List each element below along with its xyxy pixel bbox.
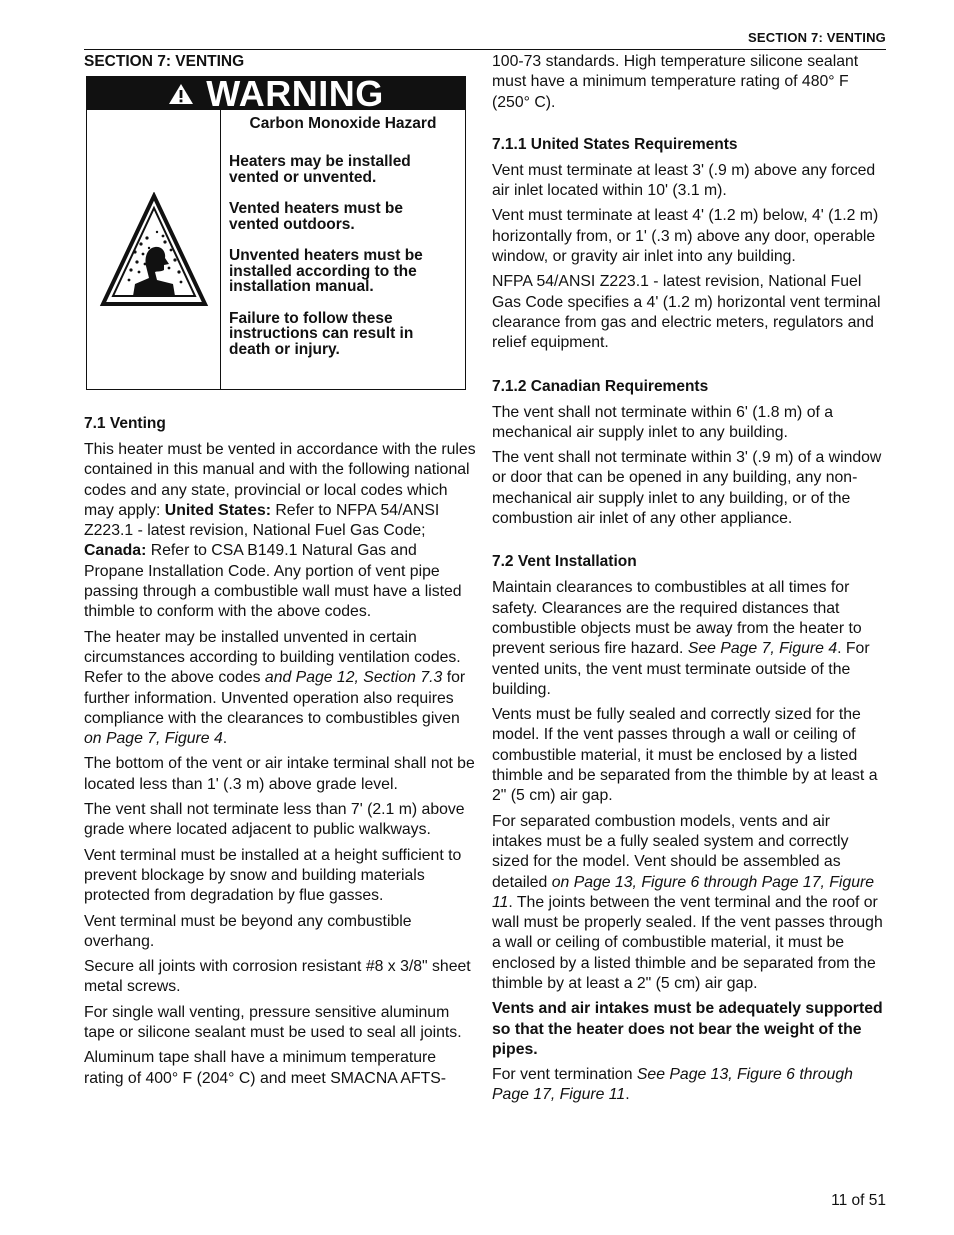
hazard-title: Carbon Monoxide Hazard <box>249 115 437 132</box>
spacer <box>492 359 884 377</box>
section-7-1-1-heading: 7.1.1 United States Requirements <box>492 135 738 153</box>
bold-label: Canada: <box>84 542 147 560</box>
paragraph: The vent shall not terminate within 6' (1.8 m) of a mechanical air supply inlet to any building. <box>492 403 834 441</box>
running-header: SECTION 7: VENTING <box>748 30 886 45</box>
paragraph <box>492 812 884 995</box>
warning-box <box>86 73 466 390</box>
spacer <box>492 534 884 552</box>
text-run: . <box>222 730 228 748</box>
warning-banner-text: WARNING <box>206 73 384 114</box>
paragraph: The vent shall not terminate within 3' (.9 m) of a window or door that can be opened in any building, any non-mechanical air supply inlet to any building, or of the combustion air inlet of any other appliance. <box>492 449 882 528</box>
warning-banner <box>87 73 465 114</box>
section-7-1-heading: 7.1 Venting <box>84 415 166 432</box>
cross-reference: See Page 13, Figure 6 through Page 17, Figure 11 <box>492 1066 853 1104</box>
text-run: Maintain clearances to combustibles at all times for safety. Clearances are the required distances that combustible objects must be away from the heater to prevent serious fire hazard. <box>492 579 862 658</box>
warning-line: Heaters may be installed vented or unvented. <box>229 153 411 186</box>
section-7-1-2-heading: 7.1.2 Canadian Requirements <box>492 377 709 395</box>
text-run: for further information. Unvented operation also requires compliance with the clearances to combustibles given <box>84 669 466 727</box>
right-column <box>492 52 884 1111</box>
carbon-monoxide-hazard-icon <box>99 192 209 308</box>
text-run: . For vented units, the vent must terminate outside of the building. <box>492 640 870 698</box>
section-title: SECTION 7: VENTING <box>84 53 245 70</box>
paragraph: The vent shall not terminate less than 7' (2.1 m) above grade where located adjacent to public walkways. <box>84 801 465 839</box>
paragraph-bold <box>492 999 884 1060</box>
cross-reference: on Page 13, Figure 6 through Page 17, Figure 11 <box>492 873 875 911</box>
left-column <box>84 414 476 1094</box>
warning-line: Failure to follow these instructions can result in death or injury. <box>229 309 414 358</box>
text-run: Refer to NFPA 54/ANSI Z223.1 - latest revision, National Fuel Gas Code; <box>84 501 440 540</box>
paragraph <box>84 440 476 623</box>
paragraph: 100-73 standards. High temperature silicone sealant must have a minimum temperature rating of 480° F (250° C). <box>492 53 859 111</box>
text-run: Refer to CSA B149.1 Natural Gas and Propane Installation Code. Any portion of vent pipe passing through a combustible wall must have a listed thimble to conform with the above codes. <box>84 542 462 621</box>
text-run: This heater must be vented in accordance with the rules contained in this manual and with the following national codes and any state, provincial or local codes which may apply: <box>84 441 476 519</box>
text-run: . The joints between the vent terminal and the roof or wall must be properly sealed. If the vent passes through a wall or ceiling of combustible material, it must be enclosed by a listed thimble and be separated from the thimble by at least a 2" (5 cm) air gap. <box>492 893 883 992</box>
cross-reference: on Page 7, Figure 4 <box>84 730 223 748</box>
paragraph: Vent must terminate at least 3' (.9 m) above any forced air inlet located within 10' (3.1 m). <box>492 161 876 200</box>
bold-text: Vents and air intakes must be adequately supported so that the heater does not bear the weight of the pipes. <box>492 1000 883 1058</box>
section-7-2-heading: 7.2 Vent Installation <box>492 553 637 571</box>
paragraph: The bottom of the vent or air intake terminal shall not be located less than 1' (.3 m) above grade level. <box>84 755 475 793</box>
page-number: 11 of 51 <box>831 1192 886 1209</box>
paragraph: NFPA 54/ANSI Z223.1 - latest revision, National Fuel Gas Code specifies a 4' (1.2 m) horizontal vent terminal clearance from gas and electric meters, regulators and relief equipment. <box>492 273 881 352</box>
paragraph: Vents must be fully sealed and correctly sized for the model. If the vent passes through a wall or ceiling of combustible material, it must be enclosed by a listed thimble and be separated from the thimble by at least a 2" (5 cm) air gap. <box>492 706 878 805</box>
paragraph <box>84 628 476 750</box>
text-run: For vent termination <box>492 1066 637 1084</box>
paragraph: Vent terminal must be beyond any combustible overhang. <box>84 912 412 950</box>
warning-symbol-panel <box>87 110 221 389</box>
warning-text-panel <box>229 110 457 389</box>
paragraph <box>492 578 884 700</box>
text-run: The heater may be installed unvented in certain circumstances according to building ventilation codes. Refer to the above codes <box>84 628 461 687</box>
warning-line: Unvented heaters must be installed according to the installation manual. <box>229 247 423 295</box>
cross-reference: See Page 7, Figure 4 <box>687 640 838 658</box>
paragraph: Aluminum tape shall have a minimum temperature rating of 400° F (204° C) and meet SMACNA AFTS- <box>84 1049 447 1087</box>
paragraph <box>492 1065 884 1106</box>
bold-label: United States: <box>164 501 271 519</box>
paragraph: Secure all joints with corrosion resistant #8 x 3/8" sheet metal screws. <box>84 958 471 996</box>
cross-reference: and Page 12, Section 7.3 <box>264 669 443 687</box>
text-run: . <box>625 1086 630 1104</box>
header-rule <box>84 49 886 50</box>
warning-triangle-icon <box>168 83 194 105</box>
paragraph: Vent terminal must be installed at a height sufficient to prevent blockage by snow and building materials protected from degradation by flue gasses. <box>84 846 462 905</box>
paragraph: For single wall venting, pressure sensitive aluminum tape or silicone sealant must be used to seal all joints. <box>84 1003 462 1042</box>
paragraph: Vent must terminate at least 4' (1.2 m) below, 4' (1.2 m) horizontally from, or 1' (.3 m) above any door, operable window, or gravity air inlet into any building. <box>492 207 879 266</box>
text-run: For separated combustion models, vents and air intakes must be a fully sealed system and correctly sized for the model. Vent should be assembled as detailed <box>492 812 849 891</box>
warning-line: Vented heaters must be vented outdoors. <box>229 200 404 233</box>
